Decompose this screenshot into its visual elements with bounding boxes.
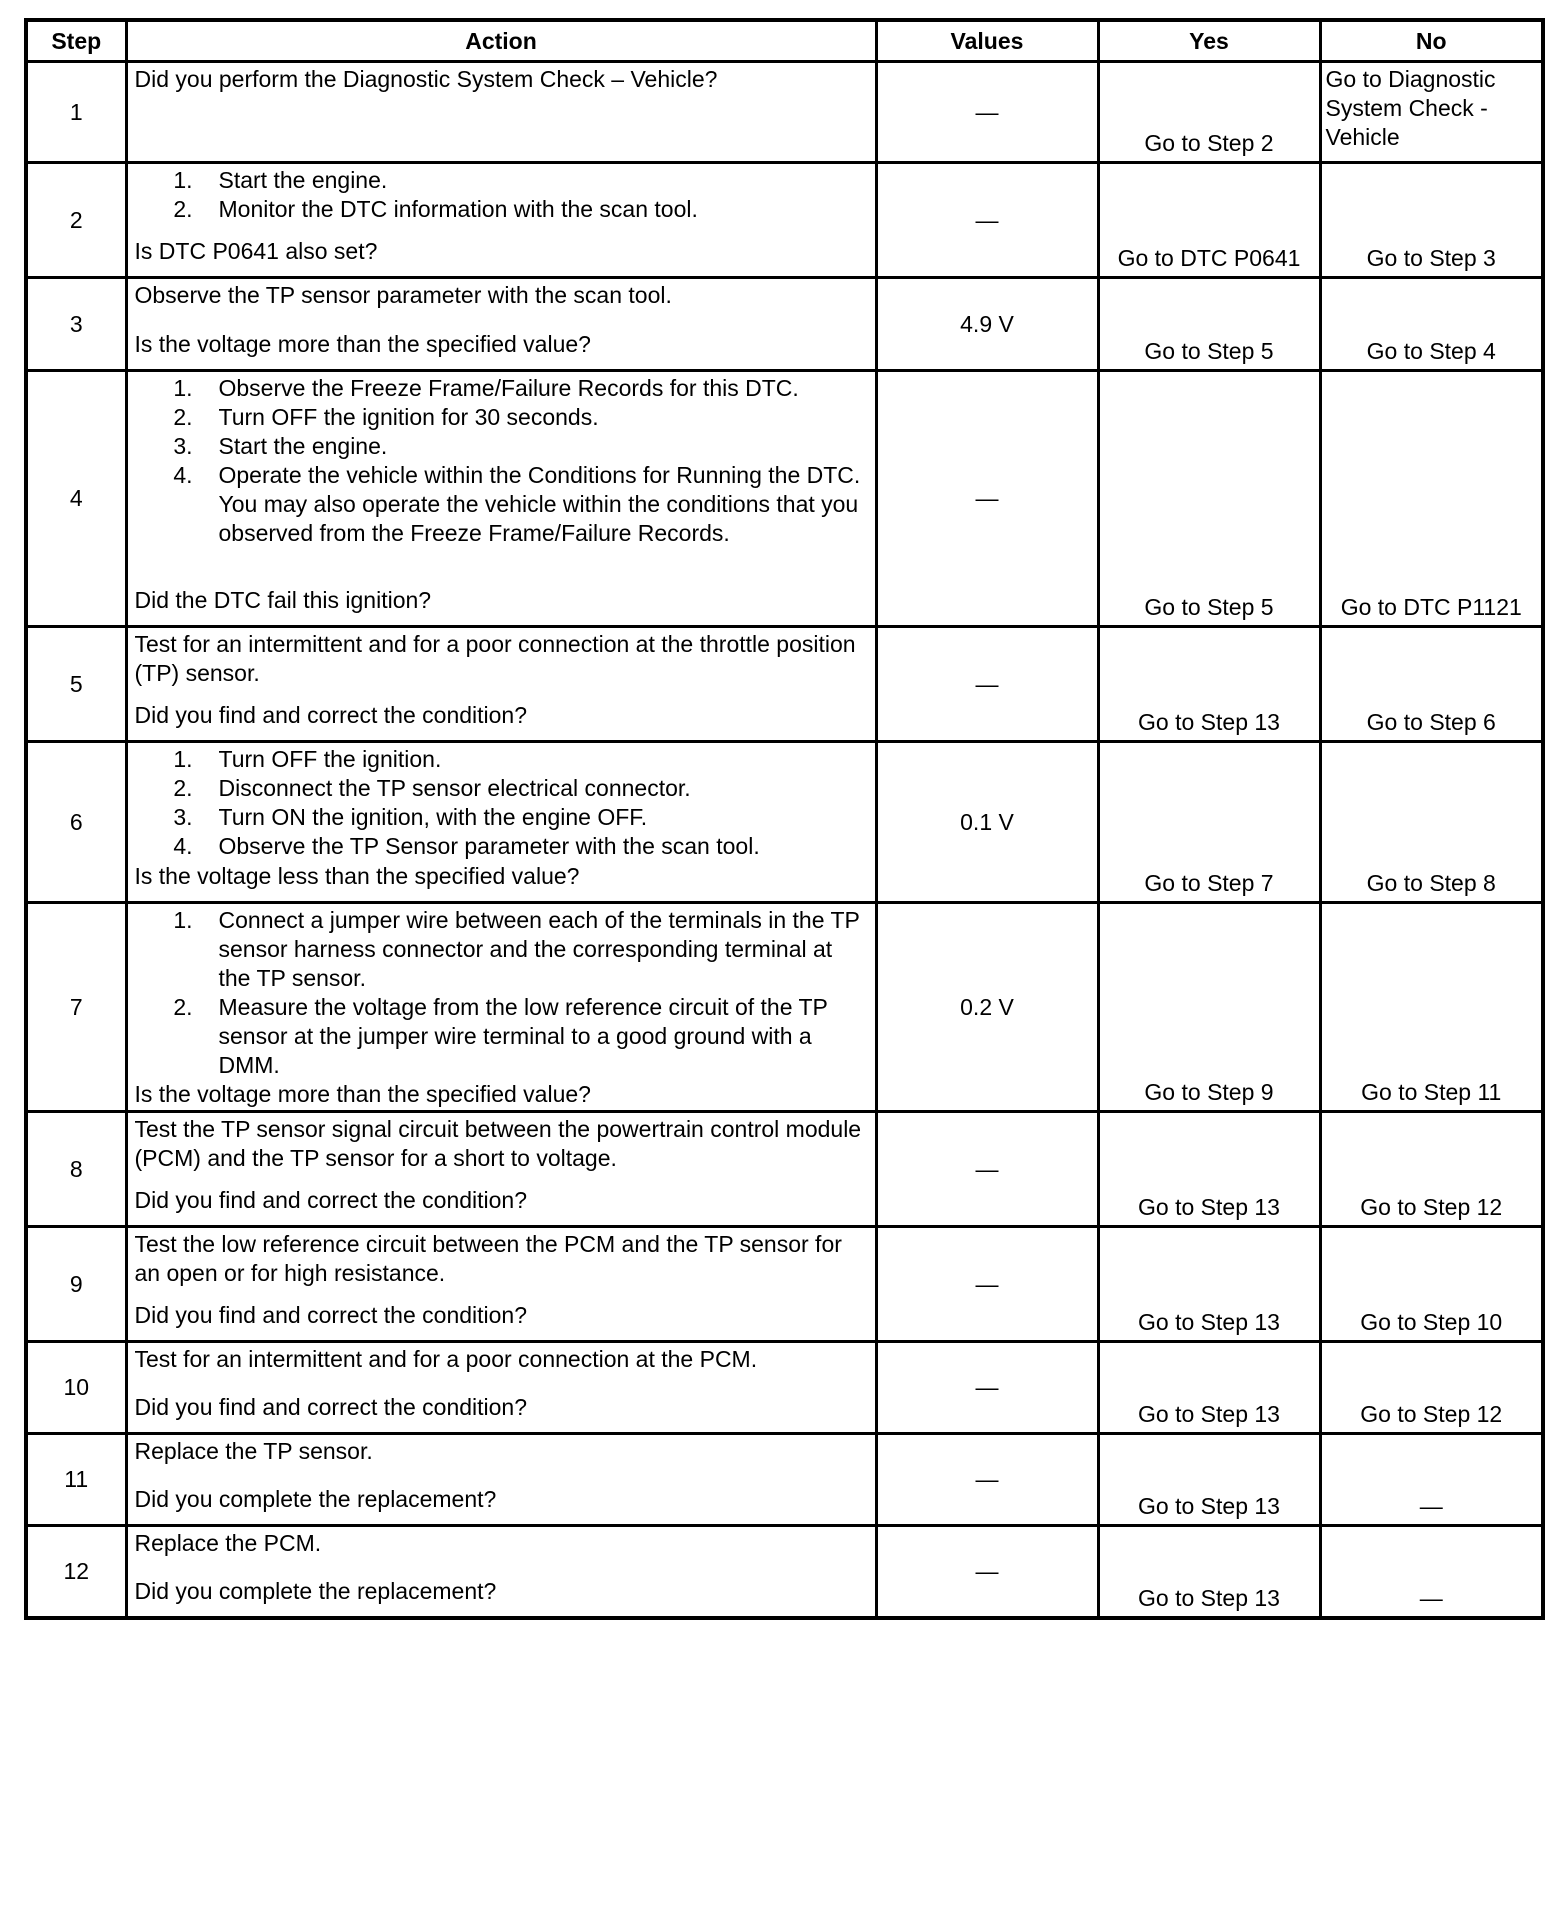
table-row: [26, 742, 1543, 903]
table-row: [26, 903, 1543, 1112]
action-content: [135, 1230, 869, 1330]
no-cell: Go to Step 11: [1320, 903, 1543, 1112]
value-cell: —: [876, 1526, 1098, 1619]
list-number: 1.: [173, 746, 193, 772]
no-cell: Go to Step 8: [1320, 742, 1543, 903]
action-instructions: [135, 906, 869, 1080]
action-cell: [126, 1526, 876, 1619]
diagnostic-table: [24, 18, 1545, 1620]
list-text: Start the engine.: [218, 167, 388, 193]
list-number: 2.: [173, 775, 193, 801]
step-number: 12: [26, 1526, 126, 1619]
list-text: Monitor the DTC information with the scan tool.: [218, 196, 698, 222]
list-text: Observe the TP Sensor parameter with the scan tool.: [218, 833, 760, 859]
list-text: Turn ON the ignition, with the engine OFF.: [218, 804, 648, 830]
table-row: [26, 278, 1543, 371]
action-content: [135, 374, 869, 615]
list-text: Turn OFF the ignition.: [218, 746, 442, 772]
action-instructions: [135, 1115, 869, 1173]
action-text: Test the TP sensor signal circuit between the powertrain control module (PCM) and the TP sensor for a short to voltage.: [134, 1116, 862, 1171]
step-number: 6: [26, 742, 126, 903]
table-row: [26, 1112, 1543, 1227]
list-number: 2.: [173, 994, 193, 1020]
action-instructions: [135, 374, 869, 548]
value-cell: —: [876, 1342, 1098, 1434]
value-cell: —: [876, 163, 1098, 278]
action-content: [135, 1437, 869, 1514]
list-number: 1.: [173, 375, 193, 401]
no-cell: Go to Diagnostic System Check - Vehicle: [1320, 62, 1543, 163]
yes-cell: Go to Step 5: [1098, 278, 1320, 371]
yes-cell: Go to Step 7: [1098, 742, 1320, 903]
action-cell: [126, 742, 876, 903]
action-instructions: [135, 1529, 869, 1558]
list-number: 1.: [173, 167, 193, 193]
no-cell: Go to Step 4: [1320, 278, 1543, 371]
step-number: 4: [26, 371, 126, 627]
header-action: Action: [126, 20, 876, 62]
list-text: Measure the voltage from the low reference circuit of the TP sensor at the jumper wire terminal to a good ground with a DMM.: [218, 994, 828, 1078]
header-step: Step: [26, 20, 126, 62]
table-row: [26, 1342, 1543, 1434]
action-content: [135, 65, 869, 151]
action-content: [135, 1529, 869, 1606]
action-content: [134, 906, 869, 1107]
list-number: 2.: [173, 404, 193, 430]
action-question: Did you find and correct the condition?: [134, 1187, 528, 1213]
step-number: 3: [26, 278, 126, 371]
list-item: [135, 906, 869, 993]
list-text: Connect a jumper wire between each of the terminals in the TP sensor harness connector and the corresponding terminal at the TP sensor.: [218, 907, 860, 991]
list-item: [135, 432, 869, 461]
header-values: Values: [876, 20, 1098, 62]
step-number: 1: [26, 62, 126, 163]
action-content: [135, 281, 869, 359]
action-content: [135, 745, 869, 891]
action-question: Did you complete the replacement?: [134, 1578, 497, 1604]
action-question: Is the voltage more than the specified value?: [134, 331, 591, 357]
yes-cell: Go to Step 13: [1098, 1227, 1320, 1342]
list-number: 4.: [173, 462, 193, 488]
yes-cell: Go to Step 13: [1098, 1434, 1320, 1526]
table-row: [26, 62, 1543, 163]
table-row: [26, 1434, 1543, 1526]
step-number: 11: [26, 1434, 126, 1526]
value-cell: 0.2 V: [876, 903, 1098, 1112]
list-item: [135, 461, 869, 548]
list-text: Start the engine.: [218, 433, 388, 459]
action-list: [135, 745, 869, 861]
action-content: [135, 630, 869, 730]
value-cell: —: [876, 1112, 1098, 1227]
action-question: Did you find and correct the condition?: [134, 1302, 528, 1328]
no-cell: —: [1320, 1434, 1543, 1526]
action-question: Is DTC P0641 also set?: [134, 238, 378, 264]
action-question: Did you complete the replacement?: [134, 1486, 497, 1512]
action-cell: [126, 163, 876, 278]
no-cell: Go to Step 12: [1320, 1342, 1543, 1434]
list-text: Operate the vehicle within the Conditions for Running the DTC. You may also operate the vehicle within the conditions that you observed from the Freeze Frame/Failure Records.: [218, 462, 861, 546]
no-cell: Go to Step 10: [1320, 1227, 1543, 1342]
yes-cell: Go to Step 13: [1098, 627, 1320, 742]
list-item: [135, 803, 869, 832]
action-list: [135, 906, 869, 1080]
action-instructions: [135, 65, 869, 94]
yes-cell: Go to Step 2: [1098, 62, 1320, 163]
list-number: 2.: [173, 196, 193, 222]
header-no: No: [1320, 20, 1543, 62]
action-question: Did you find and correct the condition?: [134, 702, 528, 728]
step-number: 10: [26, 1342, 126, 1434]
value-cell: —: [876, 62, 1098, 163]
no-cell: Go to DTC P1121: [1320, 371, 1543, 627]
action-list: [135, 374, 869, 548]
action-content: [135, 1115, 869, 1215]
action-question: Did you find and correct the condition?: [134, 1394, 528, 1420]
value-cell: 0.1 V: [876, 742, 1098, 903]
yes-cell: Go to Step 5: [1098, 371, 1320, 627]
action-cell: [126, 1342, 876, 1434]
list-text: Observe the Freeze Frame/Failure Records for this DTC.: [218, 375, 799, 401]
list-item: [135, 745, 869, 774]
action-text: Replace the PCM.: [134, 1530, 322, 1556]
step-number: 2: [26, 163, 126, 278]
action-instructions: [135, 281, 869, 310]
yes-cell: Go to DTC P0641: [1098, 163, 1320, 278]
table-row: [26, 163, 1543, 278]
action-list: [135, 166, 869, 224]
list-item: [135, 403, 869, 432]
list-item: [135, 993, 869, 1080]
action-question: Did the DTC fail this ignition?: [134, 587, 432, 613]
action-instructions: [135, 1230, 869, 1288]
step-number: 9: [26, 1227, 126, 1342]
table-row: [26, 627, 1543, 742]
action-cell: [126, 278, 876, 371]
table-row: [26, 371, 1543, 627]
value-cell: —: [876, 1434, 1098, 1526]
action-text: Did you perform the Diagnostic System Check – Vehicle?: [134, 66, 718, 92]
yes-cell: Go to Step 13: [1098, 1112, 1320, 1227]
action-cell: [126, 371, 876, 627]
header-yes: Yes: [1098, 20, 1320, 62]
value-cell: —: [876, 627, 1098, 742]
step-number: 5: [26, 627, 126, 742]
action-text: Replace the TP sensor.: [134, 1438, 373, 1464]
action-question: Is the voltage more than the specified value?: [134, 1081, 591, 1107]
action-instructions: [135, 1437, 869, 1466]
list-number: 4.: [173, 833, 193, 859]
table-row: [26, 1227, 1543, 1342]
action-question: Is the voltage less than the specified value?: [134, 863, 580, 889]
step-number: 8: [26, 1112, 126, 1227]
action-text: Test for an intermittent and for a poor connection at the throttle position (TP) sensor.: [134, 631, 856, 686]
action-text: Observe the TP sensor parameter with the scan tool.: [134, 282, 672, 308]
action-cell: [126, 1227, 876, 1342]
list-item: [135, 374, 869, 403]
action-instructions: [135, 630, 869, 688]
action-content: [135, 1345, 869, 1422]
value-cell: —: [876, 1227, 1098, 1342]
list-text: Turn OFF the ignition for 30 seconds.: [218, 404, 599, 430]
header-row: [26, 20, 1543, 62]
action-instructions: [135, 1345, 869, 1374]
yes-cell: Go to Step 13: [1098, 1342, 1320, 1434]
list-item: [135, 195, 869, 224]
list-number: 1.: [173, 907, 193, 933]
action-cell: [126, 1112, 876, 1227]
value-cell: —: [876, 371, 1098, 627]
yes-cell: Go to Step 9: [1098, 903, 1320, 1112]
list-item: [135, 774, 869, 803]
action-content: [135, 166, 869, 266]
list-text: Disconnect the TP sensor electrical connector.: [218, 775, 691, 801]
no-cell: Go to Step 6: [1320, 627, 1543, 742]
action-text: Test for an intermittent and for a poor connection at the PCM.: [134, 1346, 758, 1372]
value-cell: 4.9 V: [876, 278, 1098, 371]
no-cell: Go to Step 12: [1320, 1112, 1543, 1227]
action-instructions: [135, 166, 869, 224]
action-cell: [126, 1434, 876, 1526]
action-cell: [126, 627, 876, 742]
table-row: [26, 1526, 1543, 1619]
action-text: Test the low reference circuit between the PCM and the TP sensor for an open or for high resistance.: [134, 1231, 842, 1286]
step-number: 7: [26, 903, 126, 1112]
action-cell: [126, 62, 876, 163]
list-number: 3.: [173, 804, 193, 830]
no-cell: —: [1320, 1526, 1543, 1619]
yes-cell: Go to Step 13: [1098, 1526, 1320, 1619]
action-cell: [126, 903, 876, 1112]
list-number: 3.: [173, 433, 193, 459]
action-instructions: [135, 745, 869, 861]
list-item: [135, 166, 869, 195]
list-item: [135, 832, 869, 861]
no-cell: Go to Step 3: [1320, 163, 1543, 278]
